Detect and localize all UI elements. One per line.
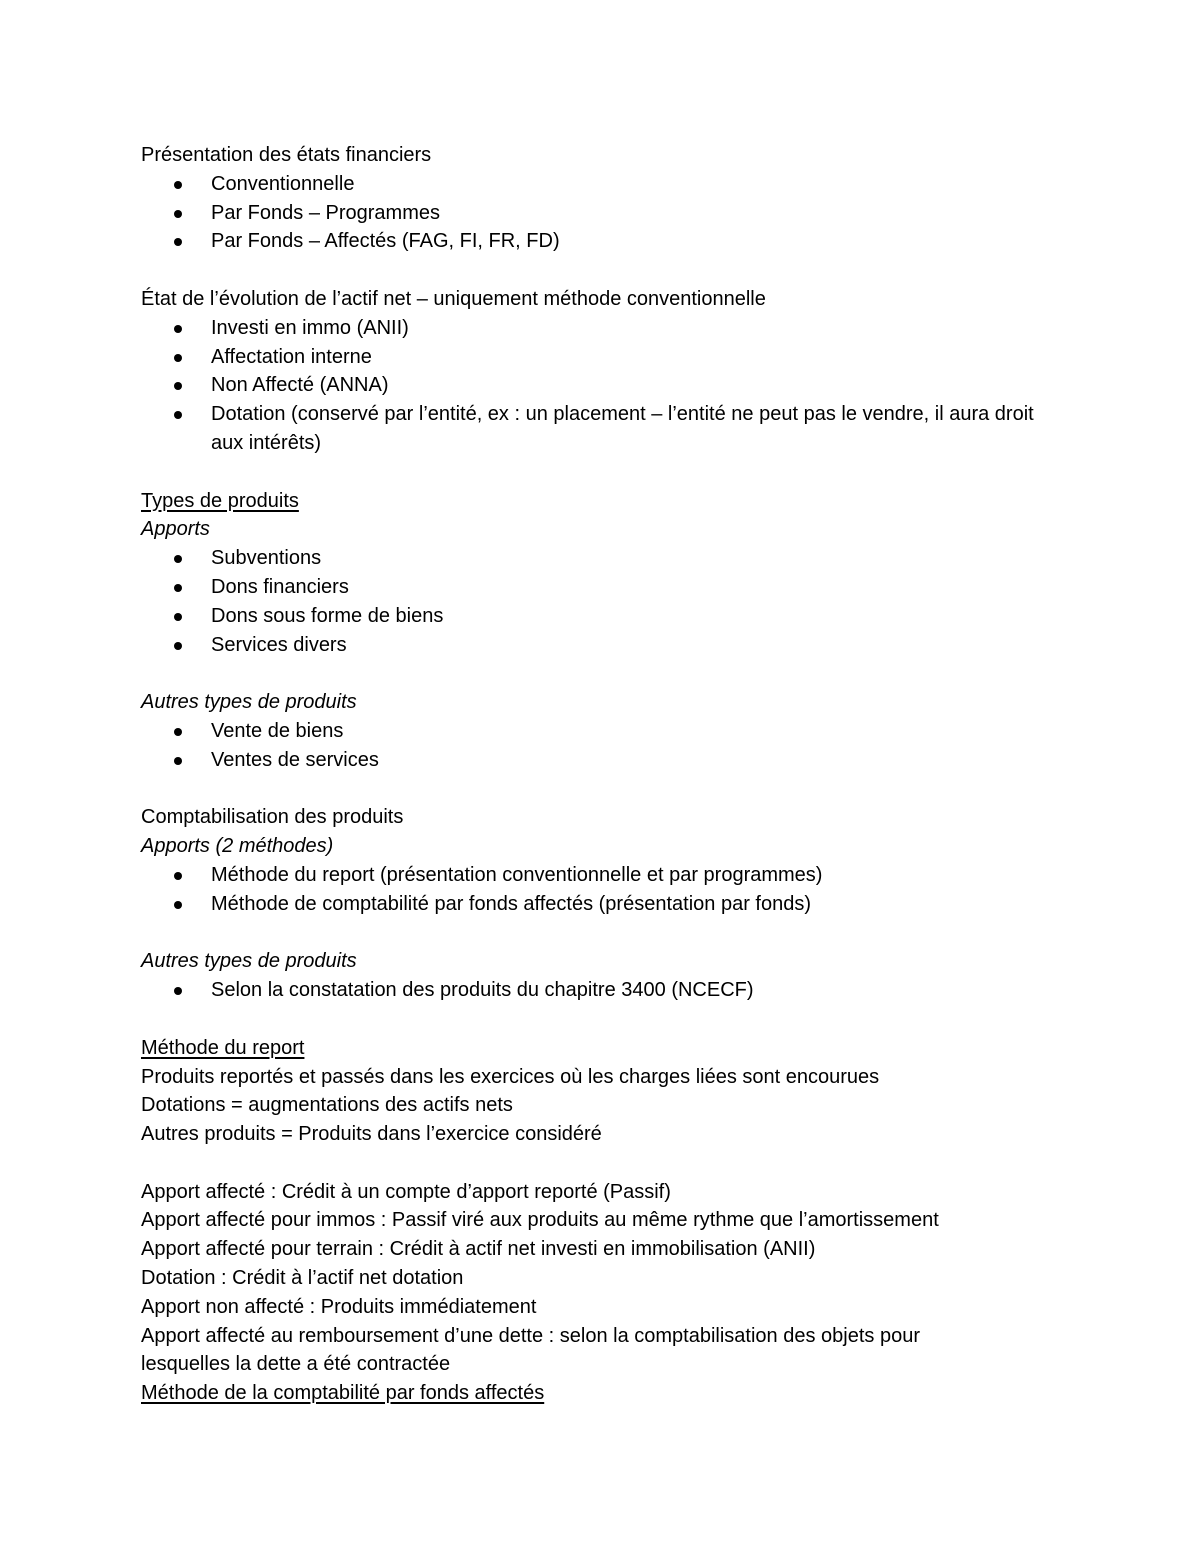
- bullet-icon: [174, 238, 182, 246]
- list-item: Méthode du report (présentation conventionnelle et par programmes): [141, 861, 1071, 890]
- bullet-icon: [174, 642, 182, 650]
- bullet-icon: [174, 872, 182, 880]
- bullet-icon: [174, 181, 182, 189]
- list-item: Non Affecté (ANNA): [141, 371, 1071, 400]
- text-line: Autres produits = Produits dans l’exercice considéré: [141, 1123, 602, 1146]
- list-methodes: [141, 861, 1071, 919]
- bullet-icon: [174, 757, 182, 765]
- text-line: Apport affecté pour terrain : Crédit à actif net investi en immobilisation (ANII): [141, 1238, 816, 1261]
- text-line: Apport non affecté : Produits immédiatement: [141, 1295, 537, 1318]
- document-page: [141, 141, 1071, 1408]
- heading-types: Types de produits: [141, 489, 299, 512]
- heading-fonds-affectes: Méthode de la comptabilité par fonds affectés: [141, 1382, 545, 1405]
- list-autres-produits: [141, 976, 1071, 1005]
- list-item: Conventionnelle: [141, 170, 1071, 199]
- subheading-autres-produits: Autres types de produits: [141, 950, 357, 973]
- list-apports: [141, 544, 1071, 659]
- list-item: Selon la constatation des produits du chapitre 3400 (NCECF): [141, 976, 1071, 1005]
- heading-presentation: Présentation des états financiers: [141, 144, 432, 166]
- text-line: Apport affecté : Crédit à un compte d’apport reporté (Passif): [141, 1180, 671, 1203]
- text-line: Apport affecté pour immos : Passif viré aux produits au même rythme que l’amortissement: [141, 1209, 939, 1232]
- bullet-icon: [174, 555, 182, 563]
- heading-comptabilisation: Comptabilisation des produits: [141, 806, 404, 829]
- list-autres: [141, 717, 1071, 775]
- bullet-icon: [174, 901, 182, 909]
- list-item: Affectation interne: [141, 343, 1071, 372]
- subheading-apports: Apports: [141, 518, 210, 541]
- bullet-icon: [174, 354, 182, 362]
- list-item: Par Fonds – Affectés (FAG, FI, FR, FD): [141, 227, 1071, 256]
- list-item: Dons sous forme de biens: [141, 602, 1071, 631]
- bullet-icon: [174, 411, 182, 419]
- bullet-icon: [174, 325, 182, 333]
- list-item: Services divers: [141, 631, 1071, 660]
- text-line: Apport affecté au remboursement d’une dette : selon la comptabilisation des objets pour: [141, 1324, 920, 1347]
- bullet-icon: [174, 613, 182, 621]
- subheading-autres: Autres types de produits: [141, 691, 357, 714]
- list-evolution: [141, 314, 1071, 458]
- heading-report: Méthode du report: [141, 1036, 305, 1059]
- list-item: Investi en immo (ANII): [141, 314, 1071, 343]
- list-item: Méthode de comptabilité par fonds affectés (présentation par fonds): [141, 890, 1071, 919]
- list-item: Subventions: [141, 544, 1071, 573]
- text-line: Dotation : Crédit à l’actif net dotation: [141, 1267, 464, 1290]
- list-item: Dotation (conservé par l’entité, ex : un placement – l’entité ne peut pas le vendre, il aura droit aux intérêts): [141, 400, 1071, 458]
- bullet-icon: [174, 210, 182, 218]
- list-item: Ventes de services: [141, 746, 1071, 775]
- subheading-apports-methodes: Apports (2 méthodes): [141, 835, 334, 858]
- bullet-icon: [174, 382, 182, 390]
- bullet-icon: [174, 987, 182, 995]
- text-line: Dotations = augmentations des actifs nets: [141, 1094, 513, 1117]
- list-item: Vente de biens: [141, 717, 1071, 746]
- text-line: Produits reportés et passés dans les exercices où les charges liées sont encourues: [141, 1065, 880, 1088]
- text-line: lesquelles la dette a été contractée: [141, 1353, 451, 1376]
- list-presentation: [141, 170, 1071, 256]
- list-item: Dons financiers: [141, 573, 1071, 602]
- list-item: Par Fonds – Programmes: [141, 199, 1071, 228]
- bullet-icon: [174, 728, 182, 736]
- bullet-icon: [174, 584, 182, 592]
- heading-evolution: État de l’évolution de l’actif net – uniquement méthode conventionnelle: [141, 287, 766, 310]
